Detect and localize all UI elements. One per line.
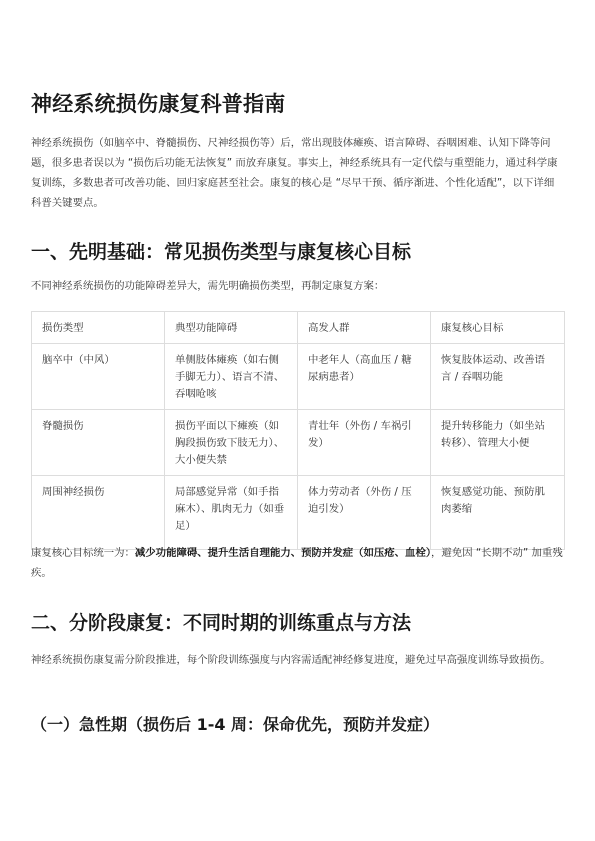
table-header-cell: 高发人群 bbox=[298, 312, 431, 344]
table-cell: 周围神经损伤 bbox=[32, 476, 165, 550]
table-cell: 提升转移能力（如坐站转移）、管理大小便 bbox=[431, 410, 565, 476]
table-cell: 恢复肢体运动、改善语言 / 吞咽功能 bbox=[431, 344, 565, 410]
table-cell: 脑卒中（中风） bbox=[32, 344, 165, 410]
rehab-goal-paragraph bbox=[31, 543, 564, 583]
section2-lead: 神经系统损伤康复需分阶段推进，每个阶段训练强度与内容需适配神经修复进度，避免过早高强度训练导致损伤。 bbox=[31, 654, 551, 666]
table-row bbox=[32, 410, 565, 476]
section1-lead: 不同神经系统损伤的功能障碍差异大，需先明确损伤类型，再制定康复方案： bbox=[31, 280, 385, 292]
table-cell: 恢复感觉功能、预防肌肉萎缩 bbox=[431, 476, 565, 550]
table-row bbox=[32, 344, 565, 410]
table-header-cell: 典型功能障碍 bbox=[165, 312, 298, 344]
table-header-cell: 损伤类型 bbox=[32, 312, 165, 344]
injury-types-table bbox=[31, 311, 565, 550]
goal-prefix: 康复核心目标统一为： bbox=[31, 547, 135, 559]
section1-heading: 一、先明基础：常见损伤类型与康复核心目标 bbox=[31, 241, 412, 263]
table-cell: 脊髓损伤 bbox=[32, 410, 165, 476]
goal-emphasis: 减少功能障碍、提升生活自理能力、预防并发症（如压疮、血栓） bbox=[134, 547, 432, 559]
table-cell: 局部感觉异常（如手指麻木）、肌肉无力（如垂足） bbox=[165, 476, 298, 550]
intro-paragraph: 神经系统损伤（如脑卒中、脊髓损伤、尺神经损伤等）后，常出现肢体瘫痪、语言障碍、吞咽困难、认知下降等问题，很多患者误以为 “损伤后功能无法恢复” 而放弃康复。事实上，神经系统具有一定代偿与重塑能力，通过科学康复训练，多数患者可改善功能、回归家庭甚至社会。康复的核心是 “尽早干预、循序渐进、个性化适配”，以下详细科普关键要点。 bbox=[31, 137, 558, 209]
section2-heading: 二、分阶段康复：不同时期的训练重点与方法 bbox=[31, 612, 412, 634]
table-cell: 体力劳动者（外伤 / 压迫引发） bbox=[298, 476, 431, 550]
table-cell: 中老年人（高血压 / 糖尿病患者） bbox=[298, 344, 431, 410]
table-cell: 单侧肢体瘫痪（如右侧手脚无力）、语言不清、吞咽呛咳 bbox=[165, 344, 298, 410]
table-cell: 损伤平面以下瘫痪（如胸段损伤致下肢无力）、大小便失禁 bbox=[165, 410, 298, 476]
subsection-heading-acute: （一）急性期（损伤后 1-4 周：保命优先，预防并发症） bbox=[31, 715, 440, 734]
goal-suffix: ，避免因 “长期不动” 加重残疾。 bbox=[31, 547, 563, 579]
table-row bbox=[32, 476, 565, 550]
page-title: 神经系统损伤康复科普指南 bbox=[31, 92, 286, 116]
table-header-cell: 康复核心目标 bbox=[431, 312, 565, 344]
table-cell: 青壮年（外伤 / 车祸引发） bbox=[298, 410, 431, 476]
table-header-row bbox=[32, 312, 565, 344]
